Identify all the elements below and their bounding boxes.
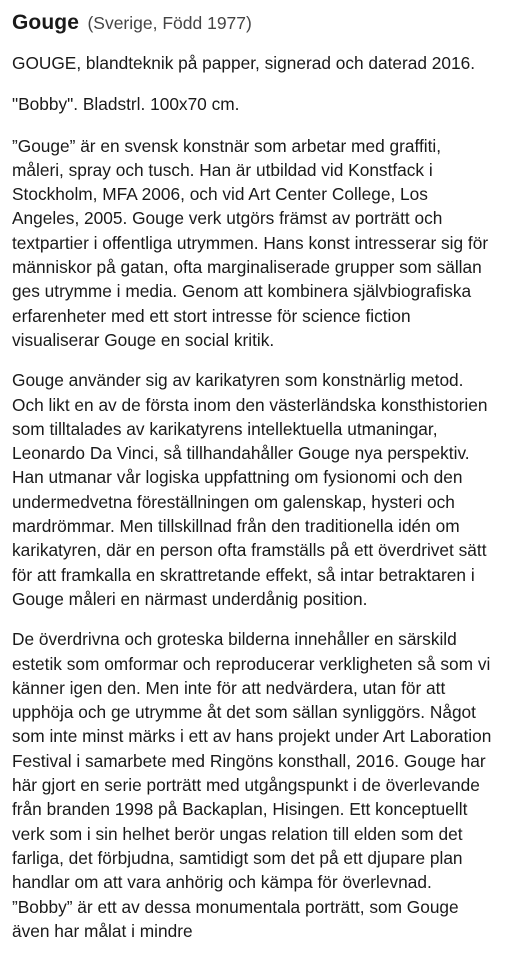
artwork-title-paragraph: GOUGE, blandteknik på papper, signerad och daterad 2016.: [12, 53, 476, 73]
artwork-dimensions-paragraph: "Bobby". Bladstrl. 100x70 cm.: [12, 94, 240, 115]
artist-bio-paragraph: ”Gouge” är en svensk konstnär som arbetar med graffiti, måleri, spray och tusch. Han är utbildad vid Konstfack i Stockholm, MFA 2006, och vid Art Center College, Los Angeles, 2005. Gouge verk utgörs främst av porträtt och textpartier i offentliga utrymmen. Hans konst intresserar sig för människor på gatan, ofta marginaliserade grupper som sällan ges utrymme i media. Genom att kombinera självbiografiska erfarenheter med ett stort intresse för science fiction visualiserar Gouge en social kritik.: [12, 135, 489, 350]
artist-heading: [12, 8, 496, 40]
project-paragraph: De överdrivna och groteska bilderna innehåller en särskild estetik som omformar och reproducerar verkligheten så som vi känner igen den. Men inte för att nedvärdera, utan för att upphöja och ge utrymme åt det som sällan synliggörs. Något som inte minst märks i ett av hans projekt under Art Laboration Festival i samarbete med Ringöns konsthall, 2016. Gouge har här gjort en serie porträtt med utgångspunkt i de överlevande från branden 1998 på Backaplan, Hisingen. Ett konceptuellt verk som i sin helhet berör ungas relation till elden som det farliga, det förbjudna, samtidigt som det på ett djupare plan handlar om att vara anhörig och kämpa för överlevnad. ”Bobby” är ett av dessa monumentala porträtt, som Gouge även har målat i mindre: [12, 629, 492, 941]
artist-name: Gouge: [12, 11, 79, 34]
method-paragraph: Gouge använder sig av karikatyren som konstnärlig metod. Och likt en av de första inom den västerländska konsthistorien som tilltalades av karikatyrens intellektuella utmaningar, Leonardo Da Vinci, så tillhandahåller Gouge nya perspektiv. Han utmanar vår logiska uppfattning om fysionomi och den undermedvetna föreställningen om galenskap, hysteri och mardrömmar. Men tillskillnad från den traditionella idén om karikatyren, där en person ofta framställs på ett överdrivet sätt för att framkalla en skrattretande effekt, så intar betraktaren i Gouge måleri en närmast underdånig position.: [12, 370, 488, 609]
artist-meta: (Sverige, Född 1977): [87, 13, 252, 33]
